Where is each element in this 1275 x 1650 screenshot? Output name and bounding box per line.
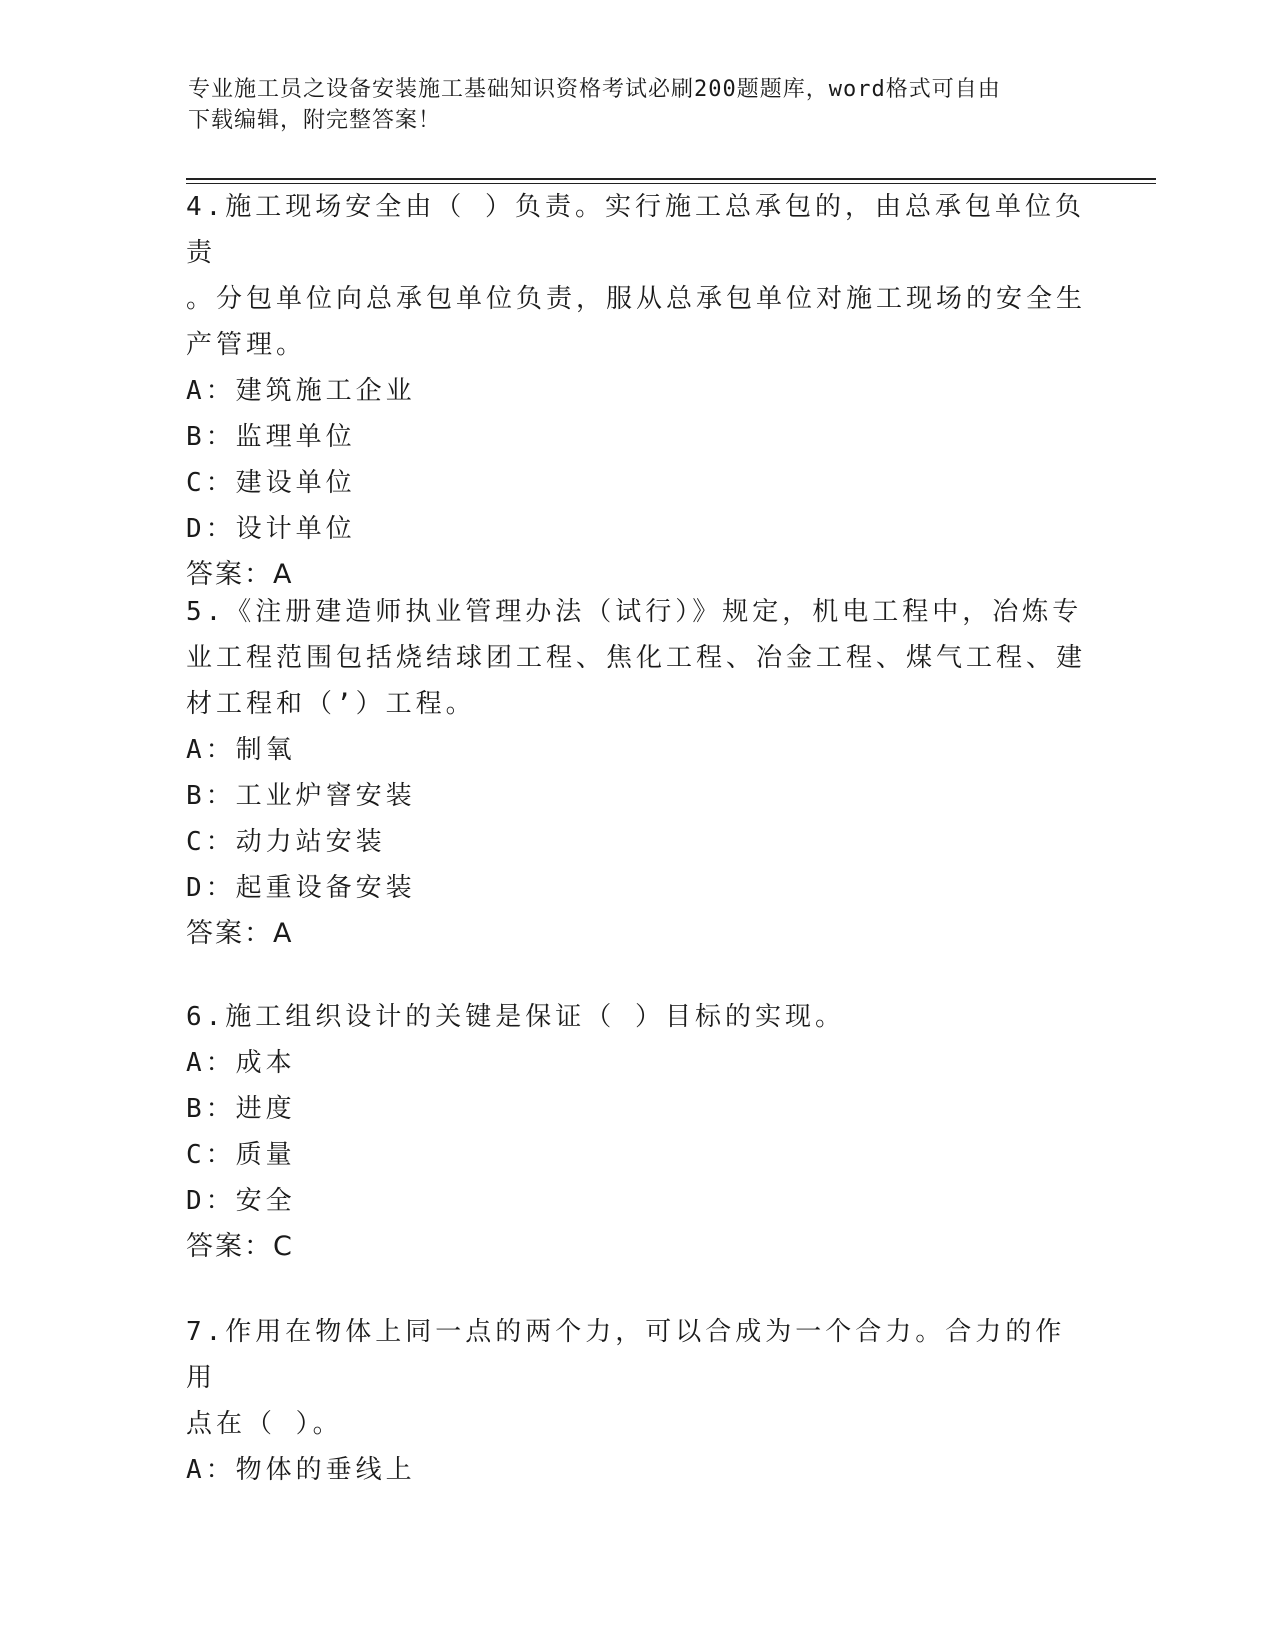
question-stem xyxy=(186,184,1086,368)
question-6 xyxy=(186,994,1086,1270)
option-a: A：建筑施工企业 xyxy=(186,376,416,406)
answer: 答案：A xyxy=(186,918,294,949)
header-divider xyxy=(186,178,1156,180)
stem-line: 5.《注册建造师执业管理办法（试行）》规定，机电工程中，冶炼专 xyxy=(186,597,1083,627)
question-stem xyxy=(186,994,1086,1040)
option-a: A：制氧 xyxy=(186,735,296,765)
stem-line: 材工程和（’）工程。 xyxy=(186,689,476,719)
question-7 xyxy=(186,1309,1086,1493)
option-c: C：建设单位 xyxy=(186,468,356,498)
option-b: B：工业炉窨安装 xyxy=(186,781,416,811)
header-line: 下载编辑，附完整答案！ xyxy=(188,108,442,133)
option-d: D：安全 xyxy=(186,1186,296,1216)
option-c: C：质量 xyxy=(186,1140,296,1170)
document-header xyxy=(188,74,1088,136)
answer: 答案：C xyxy=(186,1231,294,1262)
stem-line: 7.作用在物体上同一点的两个力，可以合成为一个合力。合力的作用 xyxy=(186,1317,1066,1393)
stem-line: 产管理。 xyxy=(186,330,307,360)
stem-line: 4.施工现场安全由（ ）负责。实行施工总承包的，由总承包单位负责 xyxy=(186,192,1085,268)
stem-line: 6.施工组织设计的关键是保证（ ）目标的实现。 xyxy=(186,1002,845,1032)
stem-line: 业工程范围包括烧结球团工程、焦化工程、冶金工程、煤气工程、建 xyxy=(186,643,1087,673)
option-d: D：起重设备安装 xyxy=(186,873,416,903)
header-line: 专业施工员之设备安装施工基础知识资格考试必刷200题题库，word格式可自由 xyxy=(188,77,1001,102)
question-5 xyxy=(186,589,1086,957)
option-a: A：物体的垂线上 xyxy=(186,1455,416,1485)
stem-line: 点在（ ）。 xyxy=(186,1409,343,1439)
option-b: B：监理单位 xyxy=(186,422,356,452)
question-stem xyxy=(186,1309,1086,1447)
option-d: D：设计单位 xyxy=(186,514,356,544)
stem-line: 。分包单位向总承包单位负责，服从总承包单位对施工现场的安全生 xyxy=(186,284,1087,314)
option-b: B：进度 xyxy=(186,1094,296,1124)
option-c: C：动力站安装 xyxy=(186,827,386,857)
question-4 xyxy=(186,184,1086,598)
question-stem xyxy=(186,589,1086,727)
answer: 答案：A xyxy=(186,559,294,590)
option-a: A：成本 xyxy=(186,1048,296,1078)
